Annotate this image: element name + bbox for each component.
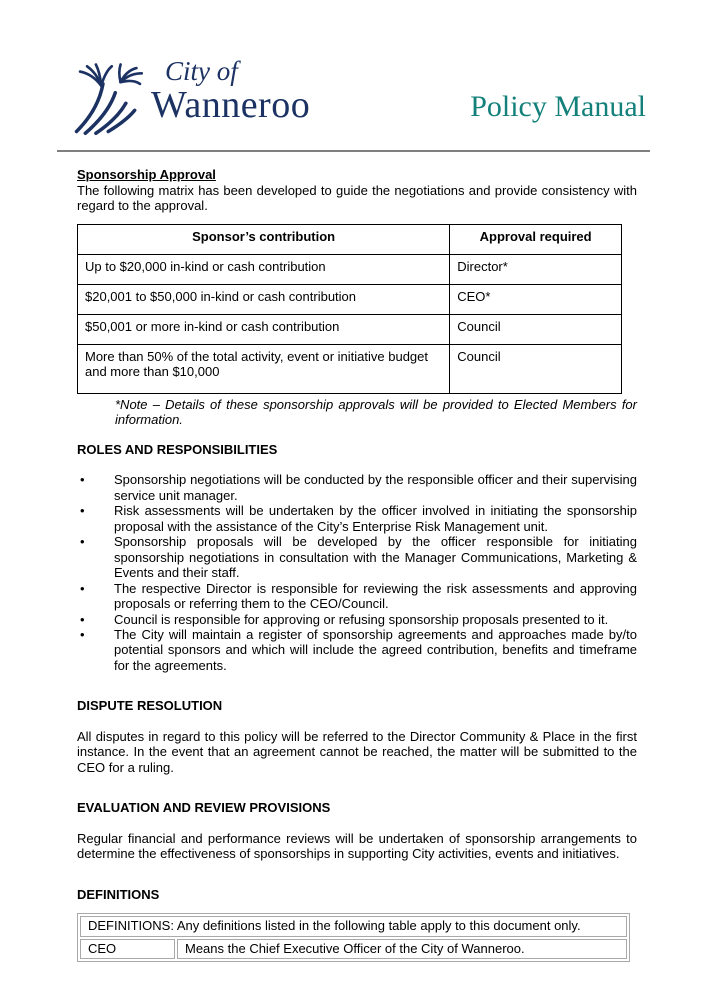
- column-header-contribution: Sponsor’s contribution: [78, 224, 450, 254]
- bullet-icon: •: [80, 626, 85, 642]
- contribution-cell: More than 50% of the total activity, event or initiative budget and more than $10,000: [78, 344, 450, 393]
- approval-matrix-table: [77, 224, 622, 394]
- contribution-cell: $50,001 or more in-kind or cash contribution: [78, 314, 450, 344]
- approval-cell: Council: [450, 314, 622, 344]
- definitions-heading: DEFINITIONS: [77, 886, 160, 902]
- document-title: Policy Manual: [470, 90, 646, 123]
- document-body: [77, 167, 637, 962]
- list-item: [77, 627, 637, 673]
- roles-bullet-list: [77, 472, 637, 673]
- list-item: [77, 534, 637, 580]
- table-header-row: [78, 224, 622, 254]
- approval-cell: Council: [450, 344, 622, 393]
- city-of-wanneroo-logo: [73, 58, 310, 139]
- definitions-note-cell: DEFINITIONS: Any definitions listed in the following table apply to this document only.: [80, 916, 627, 936]
- definition-row: [80, 939, 627, 959]
- evaluation-paragraph: Regular financial and performance reviews will be undertaken of sponsorship arrangements to determine the effectiveness of sponsorships in supporting City activities, events and initiatives.: [77, 830, 637, 862]
- logo-wanneroo-text: Wanneroo: [151, 84, 311, 126]
- contribution-cell: $20,001 to $50,000 in-kind or cash contribution: [78, 284, 450, 314]
- header-divider: [57, 150, 650, 152]
- definitions-table: [77, 913, 630, 962]
- bullet-icon: •: [80, 580, 85, 596]
- table-row: [78, 344, 622, 393]
- list-item-text: Risk assessments will be undertaken by the officer involved in initiating the sponsorship proposal with the assistance of the City’s Enterprise Risk Management unit.: [114, 503, 637, 534]
- table-row: [78, 314, 622, 344]
- logo-city-of-text: City of: [165, 56, 238, 86]
- table-row: [78, 284, 622, 314]
- list-item-text: Council is responsible for approving or refusing sponsorship proposals presented to it.: [114, 611, 609, 627]
- approval-cell: Director*: [450, 254, 622, 284]
- definition-term-cell: CEO: [80, 939, 175, 959]
- list-item-text: Sponsorship negotiations will be conducted by the responsible officer and their supervising service unit manager.: [114, 472, 637, 503]
- list-item-text: Sponsorship proposals will be developed by the officer responsible for initiating sponsorship negotiations in consultation with the Manager Communications, Marketing & Events and their staff.: [114, 534, 637, 581]
- bullet-icon: •: [80, 472, 85, 488]
- list-item-text: The respective Director is responsible for reviewing the risk assessments and approving proposals or referring them to the CEO/Council.: [114, 580, 637, 612]
- contribution-cell: Up to $20,000 in-kind or cash contribution: [78, 254, 450, 284]
- dispute-resolution-paragraph: All disputes in regard to this policy will be referred to the Director Community & Place in the first instance. In the event that an agreement cannot be reached, the matter will be submitted to the CEO for a ruling.: [77, 728, 637, 775]
- sponsorship-approval-heading: Sponsorship Approval: [77, 167, 216, 183]
- page-header: [0, 0, 706, 139]
- definitions-note-row: [80, 916, 627, 936]
- approval-table-footnote: *Note – Details of these sponsorship approvals will be provided to Elected Members for information.: [115, 396, 637, 428]
- list-item: [77, 581, 637, 612]
- list-item-text: The City will maintain a register of sponsorship agreements and approaches made by/to potential sponsors and which will include the agreed contribution, benefits and timeframe for the agreements.: [114, 626, 637, 673]
- logo-wordmark: [151, 58, 310, 124]
- list-item: [77, 472, 637, 503]
- list-item: [77, 612, 637, 627]
- evaluation-heading: EVALUATION AND REVIEW PROVISIONS: [77, 800, 331, 816]
- approval-cell: CEO*: [450, 284, 622, 314]
- bullet-icon: •: [80, 534, 85, 550]
- kangaroo-paw-logo-icon: [73, 60, 147, 139]
- table-row: [78, 254, 622, 284]
- dispute-resolution-heading: DISPUTE RESOLUTION: [77, 698, 223, 714]
- column-header-approval: Approval required: [450, 224, 622, 254]
- roles-heading: ROLES AND RESPONSIBILITIES: [77, 441, 278, 457]
- bullet-icon: •: [80, 503, 85, 519]
- intro-paragraph: The following matrix has been developed to guide the negotiations and provide consistency with regard to the approval.: [77, 182, 637, 214]
- definition-text-cell: Means the Chief Executive Officer of the City of Wanneroo.: [177, 939, 627, 959]
- list-item: [77, 503, 637, 534]
- bullet-icon: •: [80, 611, 85, 627]
